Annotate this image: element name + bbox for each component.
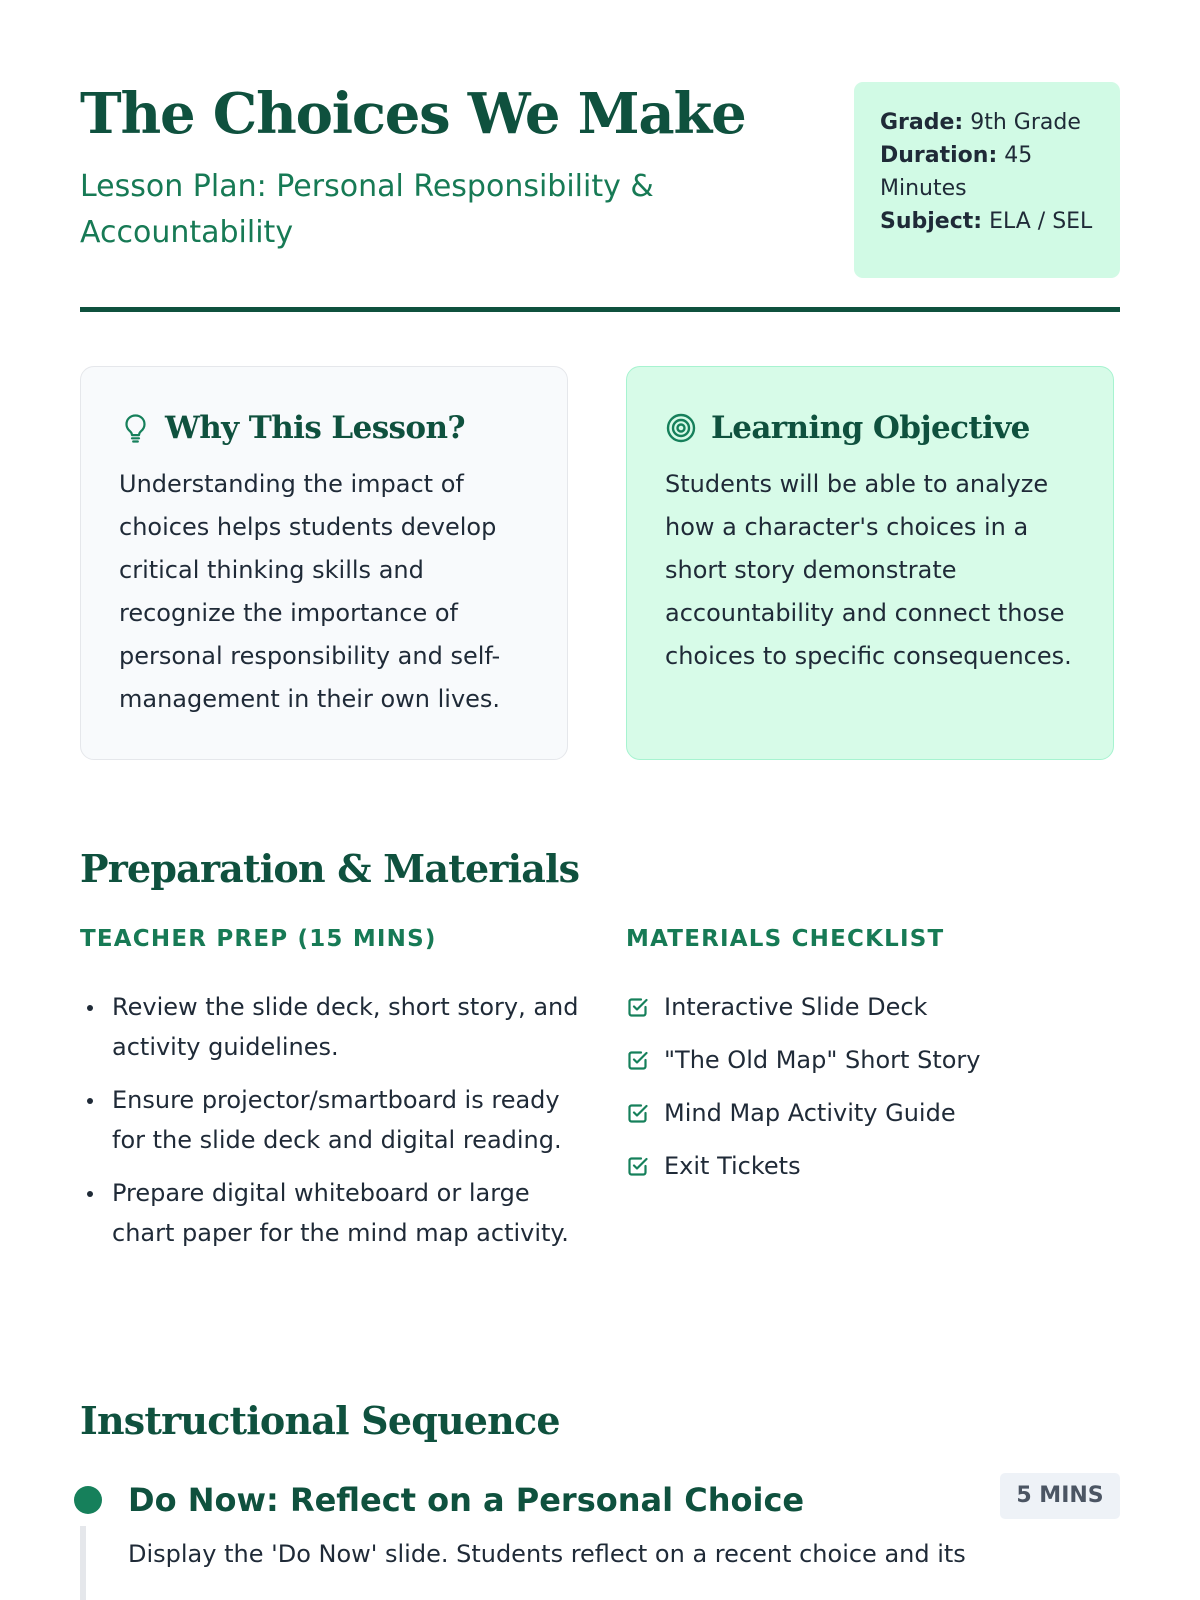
step-description: Display the 'Do Now' slide. Students reflect on a recent choice and its xyxy=(128,1540,966,1568)
learning-objective-card xyxy=(626,366,1114,760)
header-divider xyxy=(80,307,1120,312)
lesson-subtitle: Lesson Plan: Personal Responsibility & Accountability xyxy=(80,169,654,250)
timeline-line xyxy=(80,1526,86,1600)
subject-row xyxy=(880,205,1098,238)
teacher-prep-heading: TEACHER PREP (15 MINS) xyxy=(80,926,437,952)
why-card-body: Understanding the impact of choices helps students develop critical thinking skills and recognize the importance of personal responsibility and self-management in their own lives. xyxy=(119,470,501,713)
teacher-prep-section xyxy=(80,924,580,1266)
why-card-title: Why This Lesson? xyxy=(165,410,465,446)
grade-label: Grade: xyxy=(880,110,964,135)
grade-value: 9th Grade xyxy=(970,110,1081,135)
checklist-item-label: Mind Map Activity Guide xyxy=(664,1099,956,1127)
step-title: Do Now: Reflect on a Personal Choice xyxy=(128,1481,805,1519)
checkbox-checked-icon xyxy=(626,1154,650,1178)
target-icon xyxy=(665,412,697,444)
instructional-sequence-title: Instructional Sequence xyxy=(80,1398,560,1443)
subject-label: Subject: xyxy=(880,209,983,234)
materials-checklist xyxy=(626,987,1096,1186)
why-card-header xyxy=(119,405,529,451)
checklist-item-label: "The Old Map" Short Story xyxy=(664,1046,981,1074)
subject-value: ELA / SEL xyxy=(989,209,1093,234)
checkbox-checked-icon xyxy=(626,1048,650,1072)
teacher-prep-list xyxy=(80,987,580,1253)
duration-value: 45 Minutes xyxy=(880,143,1033,201)
materials-checklist-heading: MATERIALS CHECKLIST xyxy=(626,926,945,952)
checklist-item-label: Exit Tickets xyxy=(664,1152,801,1180)
objective-card-body: Students will be able to analyze how a character's choices in a short story demonstrate accountability and connect those choices to specific consequences. xyxy=(665,470,1072,670)
list-item: Prepare digital whiteboard or large chart paper for the mind map activity. xyxy=(80,1173,580,1253)
lightbulb-icon xyxy=(119,412,151,444)
materials-checklist-section xyxy=(626,924,1096,1199)
grade-row xyxy=(880,106,1098,139)
list-item: Review the slide deck, short story, and activity guidelines. xyxy=(80,987,580,1067)
checklist-item xyxy=(626,1040,1096,1080)
instructional-sequence-step xyxy=(74,1481,1120,1600)
preparation-section-title: Preparation & Materials xyxy=(80,846,580,891)
checklist-item xyxy=(626,1146,1096,1186)
checkbox-checked-icon xyxy=(626,1101,650,1125)
checklist-item xyxy=(626,987,1096,1027)
objective-card-header xyxy=(665,405,1075,451)
checklist-item-label: Interactive Slide Deck xyxy=(664,993,928,1021)
objective-card-title: Learning Objective xyxy=(711,410,1030,446)
checkbox-checked-icon xyxy=(626,995,650,1019)
duration-label: Duration: xyxy=(880,143,998,168)
page-title: The Choices We Make xyxy=(80,81,746,147)
step-duration-badge: 5 MINS xyxy=(1000,1473,1120,1519)
duration-row xyxy=(880,139,1098,205)
list-item: Ensure projector/smartboard is ready for the slide deck and digital reading. xyxy=(80,1080,580,1160)
timeline-dot xyxy=(74,1486,102,1514)
why-this-lesson-card xyxy=(80,366,568,760)
checklist-item xyxy=(626,1093,1096,1133)
lesson-metadata-card xyxy=(854,82,1120,278)
